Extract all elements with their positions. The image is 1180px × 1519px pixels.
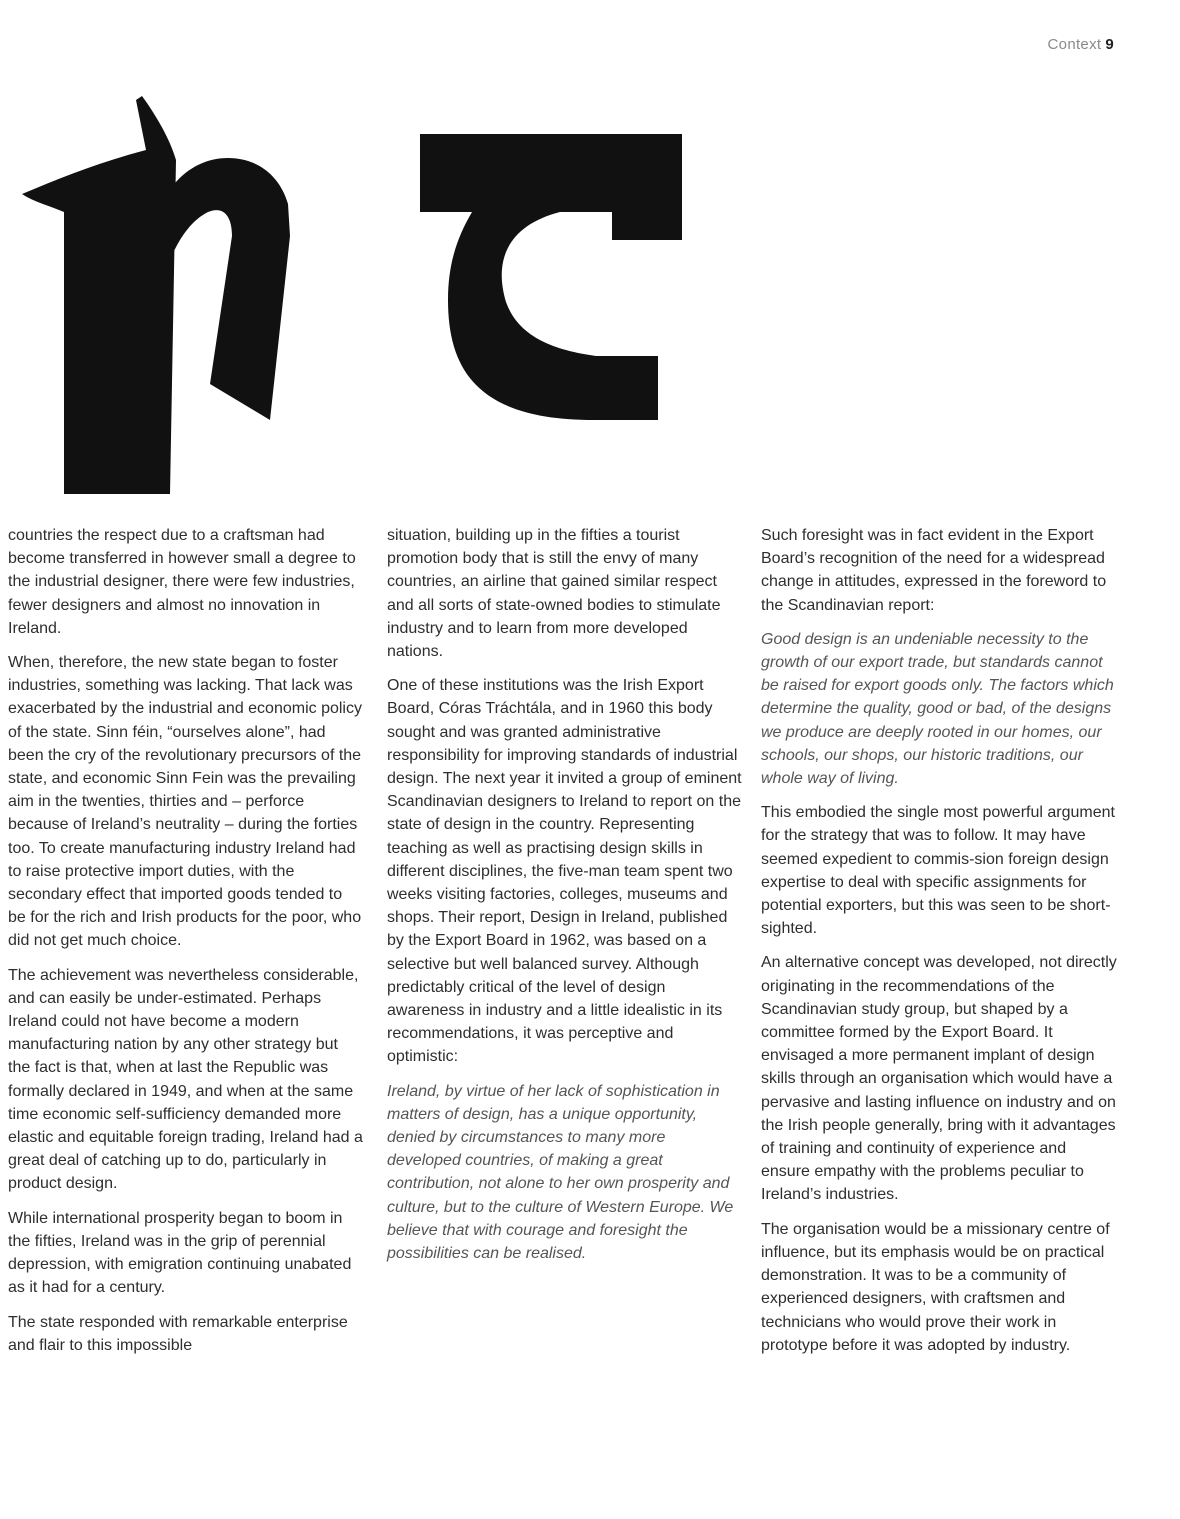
paragraph: Such foresight was in fact evident in the Export Board’s recognition of the need for a widespread change in attitudes, expressed in the foreword to the Scandinavian report: <box>761 527 1107 614</box>
text-column-1 <box>8 524 364 1368</box>
uncial-n-glyph <box>22 96 290 494</box>
text-column-3 <box>761 524 1117 1368</box>
paragraph: One of these institutions was the Irish Export Board, Córas Tráchtála, and in 1960 this body sought and was granted administrative responsibility for improving standards of industrial design. The next year it invited a group of eminent Scandinavian designers to Ireland to report on the state of design in the country. Representing teaching as well as practising design skills in different disciplines, the five-man team spent two weeks visiting factories, colleges, museums and shops. Their report, Design in Ireland, published by the Export Board in 1962, was based on a selective but well balanced survey. Although predictably critical of the level of design awareness in industry and a little idealistic in its recommendations, it was perceptive and optimistic: <box>387 677 742 1066</box>
text-column-2 <box>387 524 743 1276</box>
quotation: Ireland, by virtue of her lack of sophistication in matters of design, has a unique opportunity, denied by circumstances to many more developed countries, of making a great contribution, not alone to her own prosperity and culture, but to the culture of Western Europe. We believe that with courage and foresight the possibilities can be realised. <box>387 1082 734 1263</box>
paragraph: The achievement was nevertheless considerable, and can easily be under-estimated. Perhaps Ireland could not have become a modern manufacturing nation by any other strategy but the fact is that, when at last the Republic was formally declared in 1949, and when at the same time economic self-sufficiency demanded more elastic and equitable foreign trading, Ireland had a great deal of catching up to do, particularly in product design. <box>8 966 363 1193</box>
quotation: Good design is an undeniable necessity to the growth of our export trade, but standards cannot be raised for export goods only. The factors which determine the quality, good or bad, of the designs we produce are deeply rooted in our homes, our schools, our shops, our historic traditions, our whole way of living. <box>761 630 1114 788</box>
paragraph: This embodied the single most powerful argument for the strategy that was to follow. It may have seemed expedient to commis-sion foreign design expertise to deal with specific assignments for potential exporters, but this was seen to be short-sighted. <box>761 804 1115 938</box>
paragraph: situation, building up in the fifties a tourist promotion body that is still the envy of many countries, an airline that gained similar respect and all sorts of state-owned bodies to stimulate industry and to learn from more developed nations. <box>387 527 721 661</box>
paragraph: An alternative concept was developed, not directly originating in the recommendations of the Scandinavian study group, but shaped by a committee formed by the Export Board. It envisaged a more permanent implant of design skills through an organisation which would have a pervasive and lasting influence on industry and on the Irish people generally, bring with it advantages of training and continuity of experience and ensure empathy with the problems peculiar to Ireland’s industries. <box>761 954 1117 1204</box>
section-title: Context <box>1047 36 1102 53</box>
paragraph: The organisation would be a missionary centre of influence, but its emphasis would be on practical demonstration. It was to be a community of experienced designers, with craftsmen and technicians who would prove their work in prototype before it was adopted by industry. <box>761 1220 1110 1354</box>
paragraph: While international prosperity began to boom in the fifties, Ireland was in the grip of perennial depression, with emigration continuing unabated as it had for a century. <box>8 1209 352 1297</box>
paragraph: countries the respect due to a craftsman had become transferred in however small a degree to the industrial designer, there were few industries, fewer designers and almost no innovation in Ireland. <box>8 527 356 637</box>
uncial-t-glyph <box>420 134 682 420</box>
paragraph: When, therefore, the new state began to foster industries, something was lacking. That lack was exacerbated by the industrial and economic policy of the state. Sinn féin, “ourselves alone”, had been the cry of the revolutionary precursors of the state, and economic Sinn Fein was the prevailing aim in the twenties, thirties and – perforce because of Ireland’s neutrality – during the forties too. To create manufacturing industry Ireland had to raise protective import duties, with the secondary effect that imported goods tended to be for the rich and Irish products for the poor, who did not get much choice. <box>8 654 362 950</box>
page-number: 9 <box>1105 36 1114 53</box>
paragraph: The state responded with remarkable enterprise and flair to this impossible <box>8 1313 348 1354</box>
uncial-letterforms-illustration <box>0 0 1180 520</box>
